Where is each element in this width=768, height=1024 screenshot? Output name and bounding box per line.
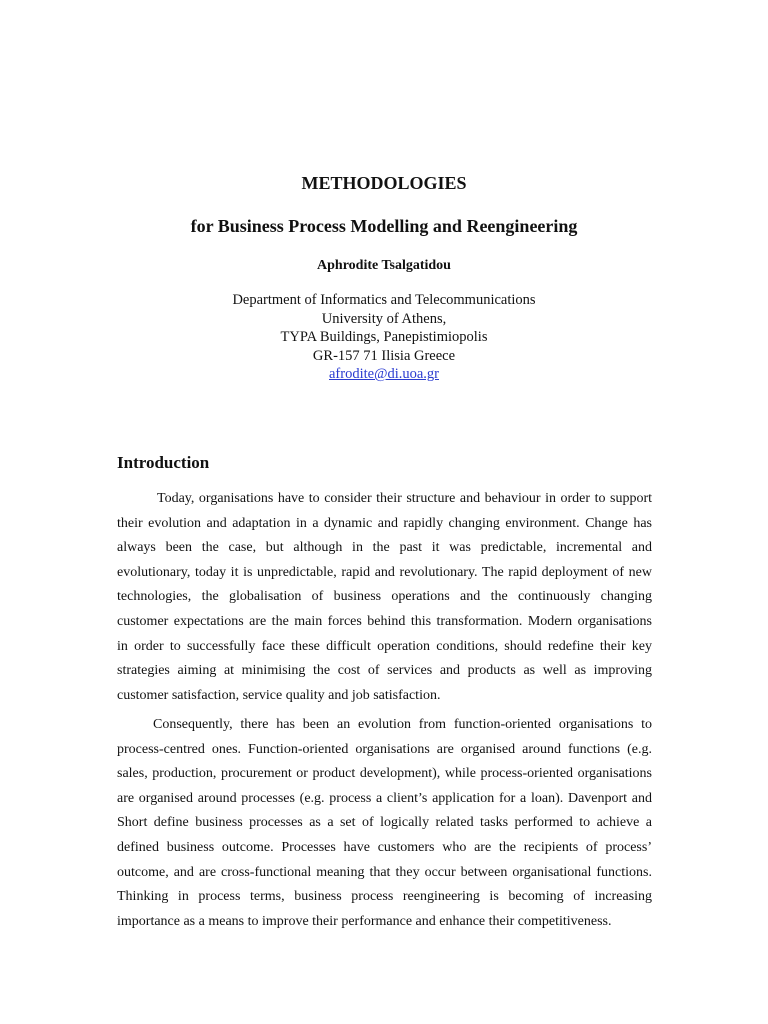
affiliation-line: TYPA Buildings, Panepistimiopolis	[280, 329, 488, 345]
affiliation-line: University of Athens,	[321, 310, 447, 327]
paragraph-line: Thinking in process terms, business process reengineering is becoming of increasing	[117, 889, 652, 905]
paragraph-line: technologies, the globalisation of business operations and the continuously changing	[117, 589, 652, 605]
paragraph-line: sales, production, procurement or product development), while process-oriented organisations	[117, 766, 652, 782]
author-affiliation	[0, 291, 768, 384]
paragraph-line: strategies aiming at minimising the cost of services and products as well as improving	[117, 663, 652, 679]
paragraph-1	[117, 487, 652, 708]
paragraph-line: customer satisfaction, service quality and job satisfaction.	[117, 687, 441, 703]
paragraph-line: defined business outcome. Processes have customers who are the recipients of process’	[117, 839, 652, 855]
author-name: Aphrodite Tsalgatidou	[317, 258, 451, 273]
paragraph-line: are organised around processes (e.g. process a client’s application for a loan). Davenport and	[117, 790, 652, 806]
paragraph-line: in order to successfully face these difficult operation conditions, should redefine their key	[117, 638, 652, 654]
email-link[interactable]: afrodite@di.uoa.gr	[329, 366, 439, 382]
affiliation-line: GR-157 71 Ilisia Greece	[312, 347, 456, 364]
paragraph-line: outcome, and are cross-functional meaning that they occur between organisational functions.	[117, 864, 652, 880]
section-heading: Introduction	[117, 453, 210, 472]
paragraph-line: their evolution and adaptation in a dynamic and rapidly changing environment. Change has	[117, 515, 652, 531]
paragraph-line: Short define business processes as a set of logically related tasks performed to achieve a	[117, 815, 652, 831]
document-subtitle: for Business Process Modelling and Reengineering	[190, 216, 578, 236]
paragraph-line: always been the case, but although in the past it was predictable, incremental and	[117, 540, 652, 556]
paragraph-line: customer expectations are the main forces behind this transformation. Modern organisations	[117, 613, 652, 629]
document-title: METHODOLOGIES	[301, 173, 467, 193]
affiliation-line: Department of Informatics and Telecommunications	[232, 292, 536, 308]
paragraph-2	[117, 713, 652, 934]
paragraph-line: process-centred ones. Function-oriented organisations are organised around functions (e.g.	[117, 741, 652, 757]
paragraph-line: evolutionary, today it is unpredictable, rapid and revolutionary. The rapid deployment of new	[117, 564, 652, 580]
paragraph-line: Today, organisations have to consider their structure and behaviour in order to support	[157, 491, 652, 506]
paragraph-line: importance as a means to improve their performance and enhance their competitiveness.	[117, 913, 612, 929]
paragraph-line: Consequently, there has been an evolution from function-oriented organisations to	[153, 717, 652, 732]
